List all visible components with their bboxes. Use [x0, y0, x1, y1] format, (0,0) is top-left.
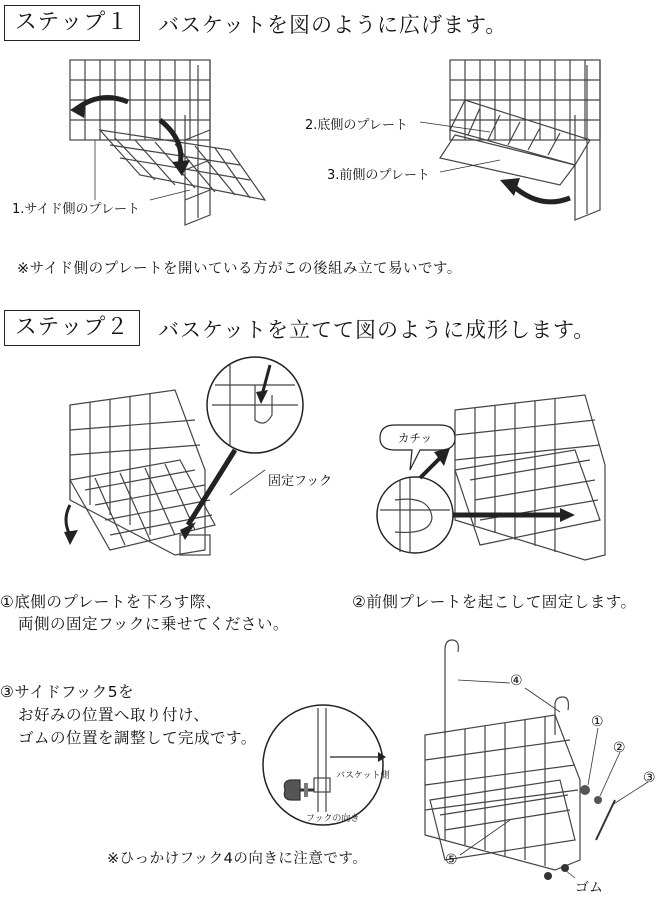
instruction-3-line2: お好みの位置へ取り付け、: [18, 706, 210, 724]
fixing-hook-label: 固定フック: [268, 474, 333, 489]
part-5-marker: ⑤: [445, 852, 458, 868]
instruction-3-line3: ゴムの位置を調整して完成です。: [18, 729, 257, 747]
instruction-3-line1: ③サイドフック5を: [0, 683, 135, 701]
part-1-marker: ①: [591, 714, 604, 730]
step2-heading: バスケットを立てて図のように成形します。: [158, 318, 596, 342]
part-4-marker: ④: [510, 673, 523, 689]
part-2-marker: ②: [613, 740, 626, 756]
instruction-1-line2: 両側の固定フックに乗せてください。: [18, 615, 289, 633]
step1-heading: バスケットを図のように広げます。: [158, 13, 508, 37]
step1-note: ※サイド側のプレートを開いている方がこの後組み立て易いです。: [17, 261, 462, 277]
step1-label: ステップ１: [14, 10, 130, 35]
front-plate-label: 3.前側のプレート: [327, 168, 430, 183]
basket-side-label: バスケット側: [336, 771, 390, 781]
instruction-2: ②前側プレートを起こして固定します。: [352, 593, 637, 611]
step2-label: ステップ２: [14, 315, 130, 340]
hook-direction-label: フックの向き: [306, 814, 360, 824]
rubber-label: ゴム: [575, 880, 603, 896]
part-3-marker: ③: [643, 770, 656, 786]
step2-note: ※ひっかけフック4の向きに注意です。: [107, 851, 368, 867]
instruction-1-line1: ①底側のプレートを下ろす際、: [0, 593, 222, 611]
click-label: カチッ: [398, 431, 433, 445]
bottom-plate-label: 2.底側のプレート: [305, 118, 408, 133]
side-plate-label: 1.サイド側のプレート: [12, 202, 140, 217]
